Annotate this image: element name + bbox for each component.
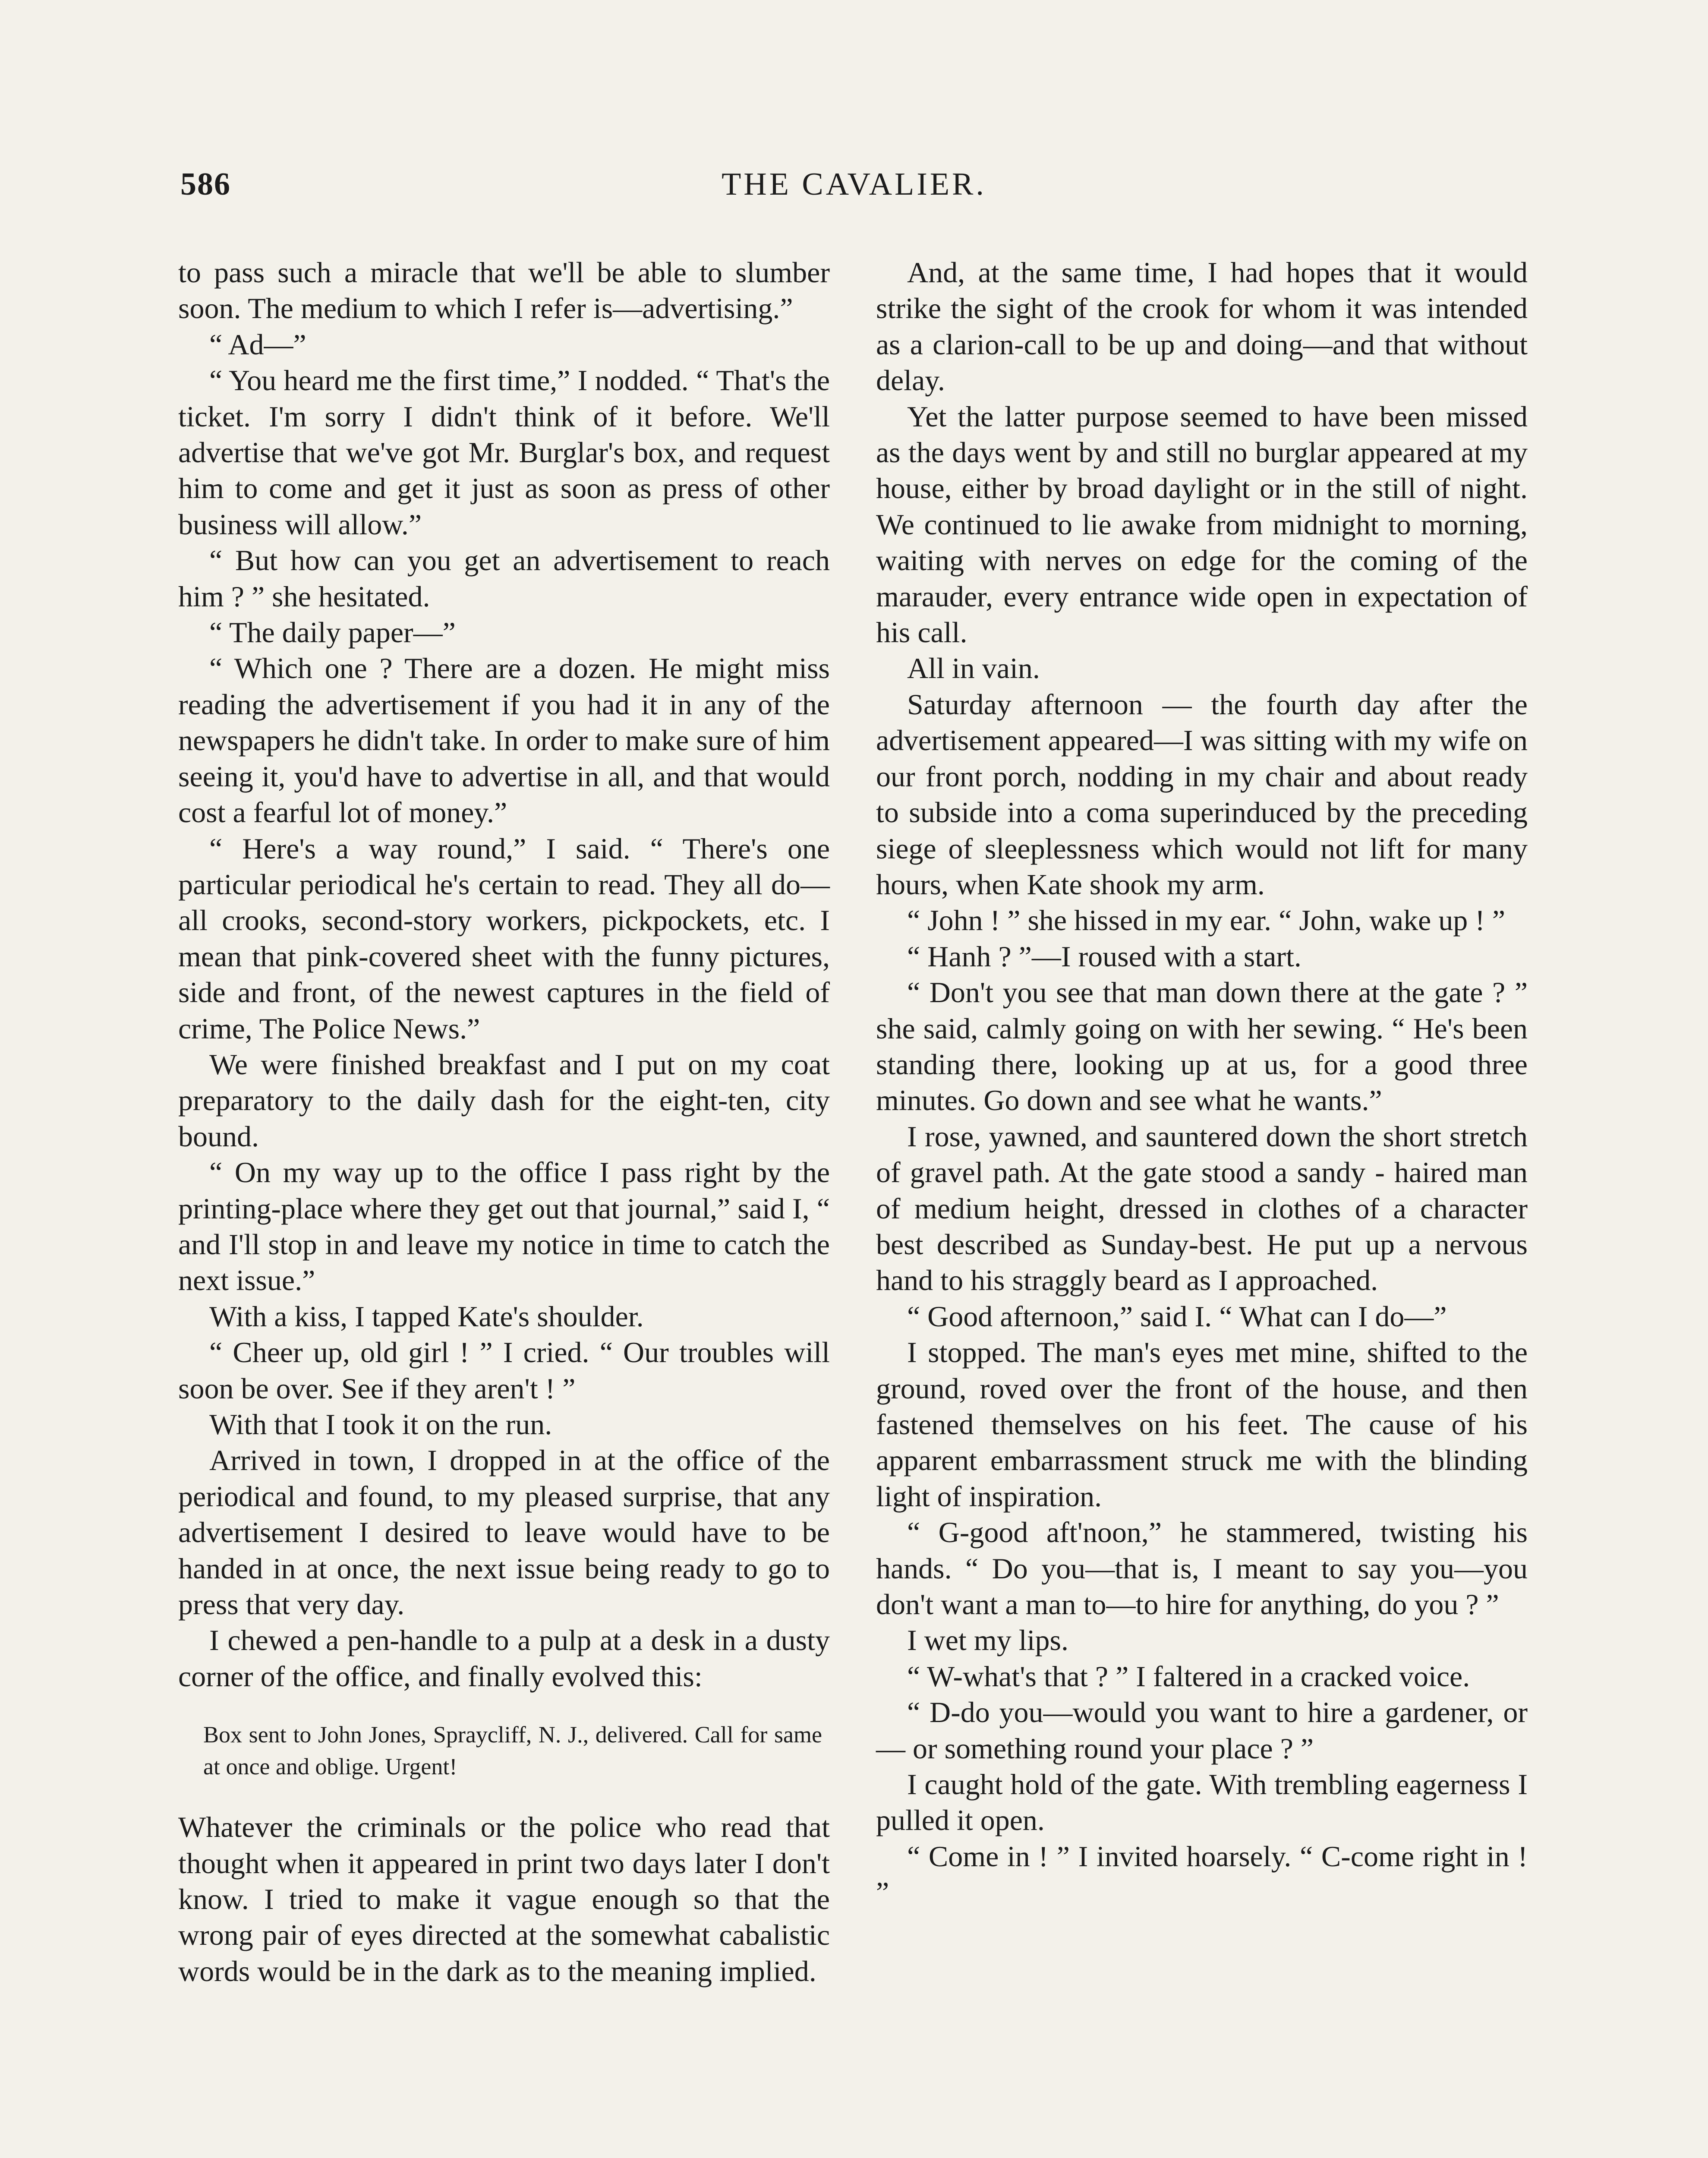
paragraph: With that I took it on the run. <box>209 1408 552 1441</box>
paragraph: “ The daily paper—” <box>209 616 456 649</box>
paragraph: Arrived in town, I dropped in at the office of the periodical and found, to my pleased surprise, that any advertisement I desired to leave would have to be handed in at once, the next issue being ready to go to press that very day. <box>178 1444 830 1621</box>
paragraph: “ Cheer up, old girl ! ” I cried. “ Our troubles will soon be over. See if they aren't ! ” <box>178 1336 830 1405</box>
paragraph: I stopped. The man's eyes met mine, shifted to the ground, roved over the front of the house, and then fastened themselves on his feet. The cause of his apparent embarrassment struck me with the blinding light of inspiration. <box>876 1336 1528 1513</box>
paragraph: Whatever the criminals or the police who read that thought when it appeared in print two days later I don't know. I tried to make it vague enough so that the wrong pair of eyes directed at the somewhat cabalistic words would be in the dark as to the meaning implied. <box>178 1811 830 1988</box>
page-number: 586 <box>180 167 231 202</box>
paragraph: “ You heard me the first time,” I nodded. “ That's the ticket. I'm sorry I didn't think of it before. We'll advertise that we've got Mr. Burglar's box, and request him to come and get it just as soon as press of other business will allow.” <box>178 364 830 541</box>
left-column <box>178 255 830 1989</box>
paragraph: “ But how can you get an advertisement to reach him ? ” she hesitated. <box>178 544 830 613</box>
paragraph: “ Come in ! ” I invited hoarsely. “ C-come right in ! ” <box>876 1839 1528 1909</box>
paragraph: “ Here's a way round,” I said. “ There's one particular periodical he's certain to read. They all do—all crooks, second-story workers, pickpockets, etc. I mean that pink-covered sheet with the funny pictures, side and front, of the newest captures in the field of crime, The Police News.” <box>178 832 830 1045</box>
paragraph: With a kiss, I tapped Kate's shoulder. <box>209 1300 644 1333</box>
paragraph: “ G-good aft'noon,” he stammered, twisting his hands. “ Do you—that is, I meant to say you—you don't want a man to—to hire for anything, do you ? ” <box>876 1516 1528 1621</box>
paragraph: “ On my way up to the office I pass right by the printing-place where they get out that journal,” said I, “ and I'll stop in and leave my notice in time to catch the next issue.” <box>178 1156 830 1297</box>
left-paragraphs-after-ad <box>178 1809 830 1989</box>
paragraph: “ Hanh ? ”—I roused with a start. <box>907 940 1301 973</box>
paragraph: to pass such a miracle that we'll be able to slumber soon. The medium to which I refer is—advertising.” <box>178 256 830 325</box>
left-paragraphs <box>178 255 830 1694</box>
paragraph: “ W-what's that ? ” I faltered in a cracked voice. <box>907 1660 1470 1693</box>
paragraph: I chewed a pen-handle to a pulp at a desk in a dusty corner of the office, and finally evolved this: <box>178 1624 830 1693</box>
paragraph: “ Ad—” <box>209 328 306 361</box>
right-column <box>876 255 1528 1911</box>
paragraph: Yet the latter purpose seemed to have been missed as the days went by and still no burglar appeared at my house, either by broad daylight or in the still of night. We continued to lie awake from midnight to morning, waiting with nerves on edge for the coming of the marauder, every entrance wide open in expectation of his call. <box>876 400 1528 649</box>
paragraph: “ Don't you see that man down there at the gate ? ” she said, calmly going on with her sewing. “ He's been standing there, looking up at us, for a good three minutes. Go down and see what he wants.” <box>876 976 1528 1117</box>
paragraph: All in vain. <box>907 652 1040 685</box>
advertisement-text: Box sent to John Jones, Spraycliff, N. J., delivered. Call for same at once and oblige. Urgent! <box>203 1722 822 1780</box>
paragraph: “ Which one ? There are a dozen. He might miss reading the advertisement if you had it in any of the newspapers he didn't take. In order to make sure of him seeing it, you'd have to advertise in all, and that would cost a fearful lot of money.” <box>178 652 830 829</box>
page-header <box>180 166 1528 214</box>
paragraph: I caught hold of the gate. With trembling eagerness I pulled it open. <box>876 1768 1528 1837</box>
paragraph: “ John ! ” she hissed in my ear. “ John, wake up ! ” <box>907 904 1506 937</box>
paragraph: “ Good afternoon,” said I. “ What can I do—” <box>907 1300 1447 1333</box>
paragraph: We were finished breakfast and I put on my coat preparatory to the daily dash for the eight-ten, city bound. <box>178 1047 830 1153</box>
paragraph: “ D-do you—would you want to hire a gardener, or — or something round your place ? ” <box>876 1696 1528 1765</box>
paragraph: Saturday afternoon — the fourth day after the advertisement appeared—I was sitting with my wife on our front porch, nodding in my chair and about ready to subside into a coma superinduced by the preceding siege of sleeplessness which would not lift for many hours, when Kate shook my arm. <box>876 688 1528 901</box>
paragraph: I rose, yawned, and sauntered down the short stretch of gravel path. At the gate stood a sandy - haired man of medium height, dressed in clothes of a character best described as Sunday-best. He put up a nervous hand to his straggly beard as I approached. <box>876 1120 1528 1297</box>
paragraph: I wet my lips. <box>907 1624 1068 1657</box>
paragraph: And, at the same time, I had hopes that it would strike the sight of the crook for whom it was intended as a clarion-call to be up and doing—and that without delay. <box>876 256 1528 397</box>
running-title: THE CAVALIER. <box>722 167 986 202</box>
right-paragraphs <box>876 255 1528 1911</box>
